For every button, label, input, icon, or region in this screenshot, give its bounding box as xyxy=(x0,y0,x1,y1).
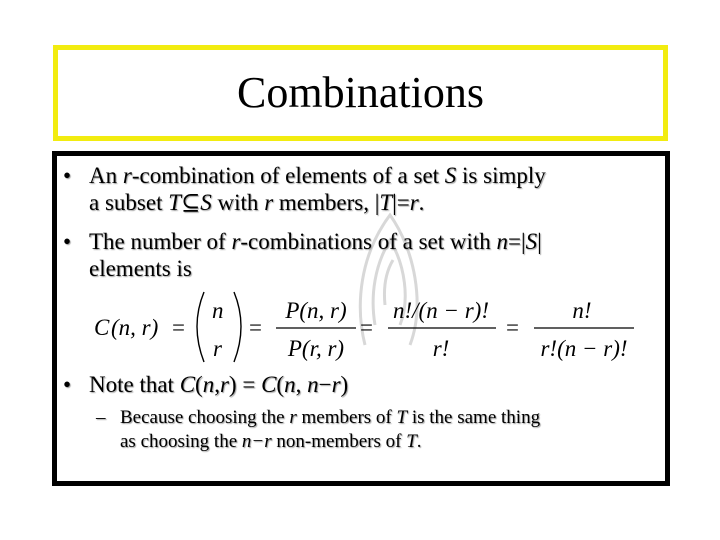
text: Note that xyxy=(89,372,180,397)
text: is the same thing xyxy=(407,407,541,428)
fraction2-numerator: n!/(n − r)! xyxy=(393,298,489,323)
text: n xyxy=(202,372,215,397)
text: -combinations of a set with xyxy=(240,229,497,254)
text: S xyxy=(444,163,457,188)
text: Because choosing the xyxy=(120,407,290,428)
binom-left-paren xyxy=(197,292,204,362)
text: ( xyxy=(195,372,203,397)
formula-eq: = xyxy=(172,315,185,340)
binom-bottom: r xyxy=(213,336,222,361)
text: T xyxy=(379,190,393,215)
text: r xyxy=(409,190,419,215)
text: . xyxy=(418,190,425,215)
text: elements is xyxy=(89,256,192,281)
bullet-dot: • xyxy=(63,229,72,254)
text: a subset xyxy=(89,190,169,215)
formula-lhs-args: (n, r) xyxy=(111,315,159,340)
text: ( xyxy=(276,372,285,397)
fraction1-denominator: P(r, r) xyxy=(287,336,345,361)
text: members, | xyxy=(273,190,380,215)
fraction2-denominator: r! xyxy=(432,336,450,361)
formula-eq: = xyxy=(360,315,373,340)
bullet-dot: • xyxy=(63,372,72,397)
bullet-number-of-combinations xyxy=(63,228,542,282)
text: r xyxy=(122,163,132,188)
text: r xyxy=(331,372,341,397)
sub-bullet-dash: – xyxy=(96,407,106,428)
text: S xyxy=(200,190,212,215)
text: as choosing the xyxy=(120,431,242,452)
text: n xyxy=(284,372,296,397)
text: n xyxy=(496,229,509,254)
bullet-line xyxy=(89,371,348,398)
combination-formula xyxy=(92,288,652,366)
binom-right-paren xyxy=(234,292,241,362)
formula-eq: = xyxy=(506,315,519,340)
bullet-line xyxy=(120,430,540,454)
slide-title: Combinations xyxy=(237,68,484,117)
text: , xyxy=(214,372,220,397)
text: The number of xyxy=(89,229,232,254)
bullet-line xyxy=(89,189,546,216)
formula-eq: = xyxy=(249,315,262,340)
bullet-symmetry-note xyxy=(63,371,349,398)
text: ) = xyxy=(228,372,262,397)
text: T xyxy=(168,190,182,215)
formula-lhs-c: C xyxy=(94,315,110,340)
text: r xyxy=(219,372,229,397)
binom-top: n xyxy=(212,298,224,323)
text: r xyxy=(289,407,297,428)
text: | xyxy=(537,229,542,254)
bullet-line xyxy=(89,228,542,255)
bullet-line xyxy=(89,255,542,282)
subset-symbol: ⊆ xyxy=(181,190,201,215)
text: with xyxy=(211,190,265,215)
title-box xyxy=(53,45,668,141)
text: is simply xyxy=(456,163,546,188)
text: , xyxy=(295,372,308,397)
text: T xyxy=(406,431,417,452)
text: n−r xyxy=(241,431,272,452)
text: n xyxy=(307,372,319,397)
text: ) xyxy=(340,372,349,397)
text: -combination of elements of a set xyxy=(131,163,445,188)
fraction1-numerator: P(n, r) xyxy=(285,298,347,323)
text: S xyxy=(525,229,538,254)
bullet-line xyxy=(120,406,540,430)
sub-bullet-explanation xyxy=(96,406,541,454)
text: r xyxy=(264,190,274,215)
text: − xyxy=(318,372,332,397)
text: non-members of xyxy=(271,431,407,452)
text: An xyxy=(89,163,123,188)
text: r xyxy=(231,229,241,254)
text: . xyxy=(416,431,422,452)
text: |= xyxy=(392,190,410,215)
text: T xyxy=(396,407,408,428)
fraction3-numerator: n! xyxy=(572,298,592,323)
bullet-dot: • xyxy=(63,163,72,188)
text: C xyxy=(261,372,277,397)
bullet-line xyxy=(89,162,546,189)
bullet-subset-definition xyxy=(63,162,546,216)
text: C xyxy=(179,372,196,397)
text: members of xyxy=(296,407,397,428)
text: =| xyxy=(508,229,526,254)
fraction3-denominator: r!(n − r)! xyxy=(540,336,628,361)
